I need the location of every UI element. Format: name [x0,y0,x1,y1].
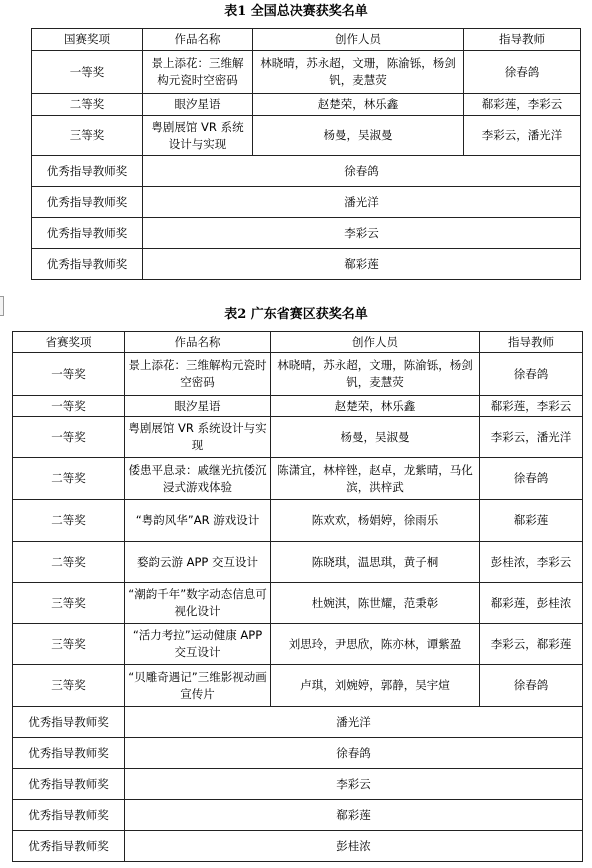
teacher-name-cell: 潘光洋 [143,187,581,218]
teacher-award-row [13,831,583,862]
award-cell: 优秀指导教师奖 [32,249,143,280]
advisor-cell: 郗彩莲 [480,500,583,542]
table-row [13,583,583,624]
award-cell: 三等奖 [32,116,143,156]
teacher-name-cell: 彭桂浓 [125,831,583,862]
teacher-award-row [32,156,581,187]
award-cell: 优秀指导教师奖 [13,769,125,800]
header-creators: 创作人员 [253,29,464,51]
teacher-award-row [13,769,583,800]
award-cell: 一等奖 [32,51,143,94]
award-cell: 三等奖 [13,665,125,707]
table-row [13,624,583,665]
advisor-cell: 李彩云，郗彩莲 [480,624,583,665]
teacher-award-row [32,249,581,280]
creators-cell: 林晓晴，苏永超，文珊，陈渝铄，杨剑钒，麦慧荧 [253,51,464,94]
table-row [13,396,583,417]
advisor-cell: 徐春鸽 [480,353,583,396]
header-advisor: 指导教师 [464,29,581,51]
work-cell: “活力考拉”运动健康 APP 交互设计 [125,624,271,665]
advisor-cell: 李彩云，潘光洋 [480,417,583,458]
table-row [13,458,583,500]
award-cell: 三等奖 [13,624,125,665]
work-cell: 倭患平息录：戚继光抗倭沉浸式游戏体验 [125,458,271,500]
teacher-award-row [32,187,581,218]
table-header-row [13,332,583,353]
table-row [13,665,583,707]
work-cell: “粤韵风华”AR 游戏设计 [125,500,271,542]
teacher-award-row [13,707,583,738]
teacher-name-cell: 李彩云 [125,769,583,800]
work-cell: 婺韵云游 APP 交互设计 [125,542,271,583]
table-row [13,417,583,458]
table-header-row [32,29,581,51]
table-row [13,353,583,396]
teacher-name-cell: 潘光洋 [125,707,583,738]
award-cell: 一等奖 [13,417,125,458]
creators-cell: 杜婉淇，陈世耀，范秉彰 [271,583,480,624]
table1-caption: 表1 全国总决赛获奖名单 [224,4,368,19]
advisor-cell: 郗彩莲，彭桂浓 [480,583,583,624]
header-advisor: 指导教师 [480,332,583,353]
table-row [13,542,583,583]
award-cell: 一等奖 [13,353,125,396]
award-cell: 二等奖 [32,94,143,116]
work-cell: 眼汐星语 [143,94,253,116]
work-cell: “潮韵千年”数字动态信息可视化设计 [125,583,271,624]
teacher-name-cell: 李彩云 [143,218,581,249]
work-cell: 景上添花：三维解构元瓷时空密码 [143,51,253,94]
work-cell: 粤剧展馆 VR 系统设计与实现 [125,417,271,458]
advisor-cell: 徐春鸽 [480,458,583,500]
header-award: 省赛奖项 [13,332,125,353]
advisor-cell: 彭桂浓，李彩云 [480,542,583,583]
award-cell: 优秀指导教师奖 [13,800,125,831]
teacher-award-row [32,218,581,249]
advisor-cell: 徐春鸽 [480,665,583,707]
creators-cell: 林晓晴，苏永超，文珊，陈渝铄，杨剑钒，麦慧荧 [271,353,480,396]
award-cell: 三等奖 [13,583,125,624]
table2-caption: 表2 广东省赛区获奖名单 [224,307,368,322]
header-work: 作品名称 [143,29,253,51]
advisor-cell: 郗彩莲，李彩云 [464,94,581,116]
award-cell: 优秀指导教师奖 [32,156,143,187]
creators-cell: 陈欢欢，杨娟婷，徐雨乐 [271,500,480,542]
work-cell: 景上添花：三维解构元瓷时空密码 [125,353,271,396]
header-work: 作品名称 [125,332,271,353]
header-creators: 创作人员 [271,332,480,353]
award-cell: 二等奖 [13,542,125,583]
award-cell: 二等奖 [13,458,125,500]
teacher-name-cell: 郗彩莲 [125,800,583,831]
award-cell: 优秀指导教师奖 [32,187,143,218]
advisor-cell: 郗彩莲，李彩云 [480,396,583,417]
creators-cell: 卢琪，刘婉婷，郭静，吴宇煊 [271,665,480,707]
creators-cell: 陈晓琪，温思琪，黄子桐 [271,542,480,583]
creators-cell: 赵楚荣，林乐鑫 [253,94,464,116]
award-cell: 优秀指导教师奖 [13,831,125,862]
advisor-cell: 徐春鸽 [464,51,581,94]
award-cell: 优秀指导教师奖 [13,707,125,738]
creators-cell: 刘思玲，尹思欣，陈亦林，谭紫盈 [271,624,480,665]
advisor-cell: 李彩云，潘光洋 [464,116,581,156]
teacher-name-cell: 郗彩莲 [143,249,581,280]
teacher-name-cell: 徐春鸽 [143,156,581,187]
creators-cell: 陈潇宜，林梓锉，赵卓，龙紫晴，马化滨，洪梓武 [271,458,480,500]
table-row [32,94,581,116]
creators-cell: 杨曼，吴淑曼 [253,116,464,156]
award-cell: 二等奖 [13,500,125,542]
teacher-name-cell: 徐春鸽 [125,738,583,769]
creators-cell: 赵楚荣，林乐鑫 [271,396,480,417]
award-cell: 优秀指导教师奖 [32,218,143,249]
table-row [32,116,581,156]
work-cell: 眼汐星语 [125,396,271,417]
creators-cell: 杨曼，吴淑曼 [271,417,480,458]
national-awards-table [31,28,581,280]
award-cell: 一等奖 [13,396,125,417]
work-cell: “贝雕奇遇记”三维影视动画宣传片 [125,665,271,707]
provincial-awards-table [12,331,583,862]
table-row [32,51,581,94]
table-row [13,500,583,542]
work-cell: 粤剧展馆 VR 系统设计与实现 [143,116,253,156]
header-award: 国赛奖项 [32,29,143,51]
teacher-award-row [13,738,583,769]
award-cell: 优秀指导教师奖 [13,738,125,769]
teacher-award-row [13,800,583,831]
